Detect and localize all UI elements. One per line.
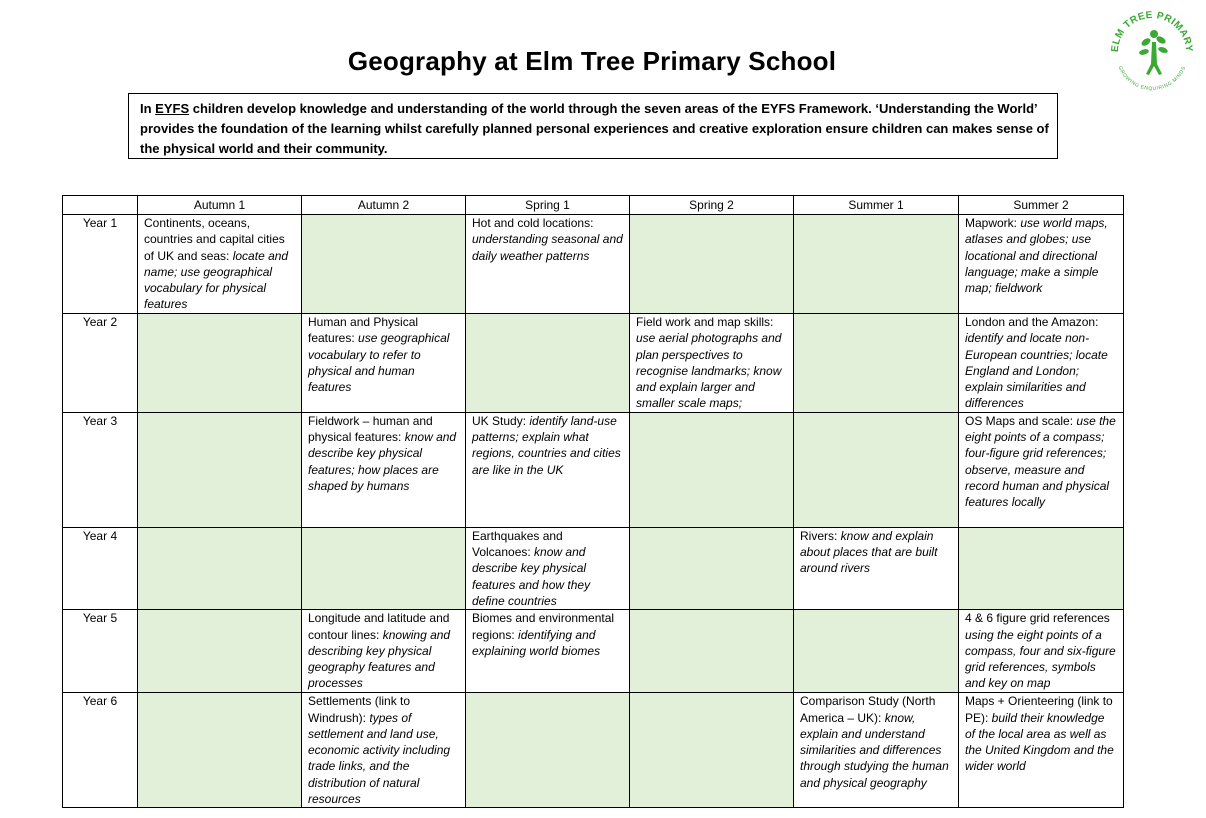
topic-cell-autumn-2	[302, 693, 466, 808]
school-logo	[1104, 4, 1200, 94]
topic-description: understanding seasonal and daily weather patterns	[472, 232, 623, 263]
table-row	[63, 693, 1124, 808]
topic-description: types of settlement and land use, economic activity including trade links, and the distribution of natural resources	[308, 710, 451, 807]
topic-description: locate and name; use geographical vocabulary for physical features	[144, 248, 289, 312]
topic-cell-spring-1	[466, 215, 630, 314]
empty-cell-spring-2	[630, 610, 794, 693]
table-row	[63, 527, 1124, 609]
empty-cell-summer-2	[959, 527, 1124, 609]
topic-description: build their knowledge of the local area as well as the United Kingdom and the wider world	[965, 710, 1114, 774]
topic-title: Mapwork:	[965, 216, 1021, 230]
logo-arc-text: ELM TREE PRIMARY	[1109, 9, 1195, 53]
year-label: Year 5	[63, 610, 138, 693]
header-autumn-1: Autumn 1	[138, 196, 302, 215]
table-row	[63, 314, 1124, 413]
topic-description: knowing and describing key physical geography features and processes	[308, 627, 451, 691]
topic-title: Comparison Study (North America – UK):	[800, 694, 936, 725]
topic-description: use the eight points of a compass; four-figure grid references; observe, measure and record human and physical features locally	[965, 413, 1116, 510]
empty-cell-autumn-1	[138, 314, 302, 413]
empty-cell-spring-2	[630, 412, 794, 527]
empty-cell-autumn-1	[138, 412, 302, 527]
year-label: Year 1	[63, 215, 138, 314]
topic-description: know and describe key physical features; how places are shaped by humans	[308, 430, 457, 493]
topic-cell-summer-2	[959, 412, 1124, 527]
table-row	[63, 215, 1124, 314]
empty-cell-summer-1	[794, 610, 959, 693]
topic-title: Maps + Orienteering (link to PE):	[965, 694, 1113, 725]
topic-description: know and describe key physical features and how they define countries	[472, 545, 591, 608]
empty-cell-spring-2	[630, 693, 794, 808]
logo-motto: GROWING ENQUIRING MINDS	[1116, 65, 1188, 93]
topic-description: identify land-use patterns; explain what regions, countries and cities are like in the UK	[472, 413, 621, 477]
year-label: Year 3	[63, 412, 138, 527]
empty-cell-summer-1	[794, 412, 959, 527]
topic-title: Hot and cold locations:	[472, 216, 594, 230]
topic-description: identify and locate non-European countries; locate England and London; explain similarities and differences	[965, 331, 1108, 411]
topic-cell-spring-1	[466, 412, 630, 527]
table-body	[63, 215, 1124, 808]
topic-title: UK Study:	[472, 413, 530, 428]
empty-cell-summer-1	[794, 215, 959, 314]
topic-title: Longitude and latitude and contour lines:	[308, 611, 450, 642]
topic-cell-autumn-2	[302, 610, 466, 693]
header-spring-1: Spring 1	[466, 196, 630, 215]
topic-cell-spring-1	[466, 610, 630, 693]
topic-cell-summer-2	[959, 314, 1124, 413]
empty-cell-autumn-1	[138, 610, 302, 693]
table-row	[63, 610, 1124, 693]
topic-cell-autumn-2	[302, 412, 466, 527]
header-summer-1: Summer 1	[794, 196, 959, 215]
year-label: Year 2	[63, 314, 138, 413]
topic-cell-autumn-1	[138, 215, 302, 314]
topic-description: know, explain and understand similarities and differences through studying the human and physical geography	[800, 710, 949, 790]
topic-title: Continents, oceans, countries and capital cities of UK and seas:	[144, 216, 285, 263]
year-label: Year 6	[63, 693, 138, 808]
header-autumn-2: Autumn 2	[302, 196, 466, 215]
header-corner	[63, 196, 138, 215]
page-title: Geography at Elm Tree Primary School	[347, 46, 837, 76]
topic-cell-autumn-2	[302, 314, 466, 413]
topic-cell-summer-2	[959, 215, 1124, 314]
header-summer-2: Summer 2	[959, 196, 1124, 215]
curriculum-table	[62, 195, 1124, 808]
topic-cell-summer-1	[794, 693, 959, 808]
eyfs-intro-box	[128, 93, 1058, 159]
topic-description: using the eight points of a compass, four and six-figure grid references, symbols and key on map	[965, 627, 1116, 691]
topic-cell-summer-1	[794, 527, 959, 609]
topic-description: identifying and explaining world biomes	[472, 627, 601, 658]
topic-title: Settlements (link to Windrush):	[308, 694, 411, 725]
intro-text: children develop knowledge and understanding of the world through the seven areas of the EYFS Framework. ‘Understanding the World’ provides the foundation of the learning whilst carefully planned personal experiences and creative exploration ensure children can makes sense of the physical world and their community.	[140, 101, 1049, 156]
topic-title: London and the Amazon:	[965, 315, 1099, 329]
topic-cell-spring-2	[630, 314, 794, 413]
empty-cell-autumn-2	[302, 215, 466, 314]
topic-description: use world maps, atlases and globes; use locational and directional language; make a simple map; fieldwork	[965, 216, 1108, 296]
topic-cell-spring-1	[466, 527, 630, 609]
empty-cell-autumn-1	[138, 527, 302, 609]
topic-description: use aerial photographs and plan perspectives to recognise landmarks; know and explain larger and smaller scale maps;	[636, 331, 782, 411]
topic-title: Human and Physical features:	[308, 315, 419, 346]
empty-cell-summer-1	[794, 314, 959, 413]
empty-cell-spring-1	[466, 693, 630, 808]
header-row	[63, 196, 1124, 215]
intro-before: In	[140, 101, 156, 116]
year-label: Year 4	[63, 527, 138, 609]
topic-title: 4 & 6 figure grid references	[965, 611, 1110, 626]
topic-title: Earthquakes and Volcanoes:	[472, 528, 563, 560]
tree-person-icon	[1138, 30, 1168, 75]
table-row	[63, 412, 1124, 527]
empty-cell-spring-2	[630, 215, 794, 314]
empty-cell-spring-1	[466, 314, 630, 413]
topic-description: know and explain about places that are built around rivers	[800, 528, 938, 576]
empty-cell-autumn-2	[302, 527, 466, 609]
topic-cell-summer-2	[959, 693, 1124, 808]
topic-cell-summer-2	[959, 610, 1124, 693]
topic-description: use geographical vocabulary to refer to physical and human features	[308, 331, 450, 395]
topic-title: Field work and map skills:	[636, 315, 774, 329]
topic-title: Rivers:	[800, 528, 841, 543]
empty-cell-autumn-1	[138, 693, 302, 808]
topic-title: OS Maps and scale:	[965, 413, 1077, 428]
eyfs-link-text: EYFS	[155, 101, 190, 116]
empty-cell-spring-2	[630, 527, 794, 609]
topic-title: Biomes and environmental regions:	[472, 611, 615, 642]
header-spring-2: Spring 2	[630, 196, 794, 215]
topic-title: Fieldwork – human and physical features:	[308, 413, 433, 445]
